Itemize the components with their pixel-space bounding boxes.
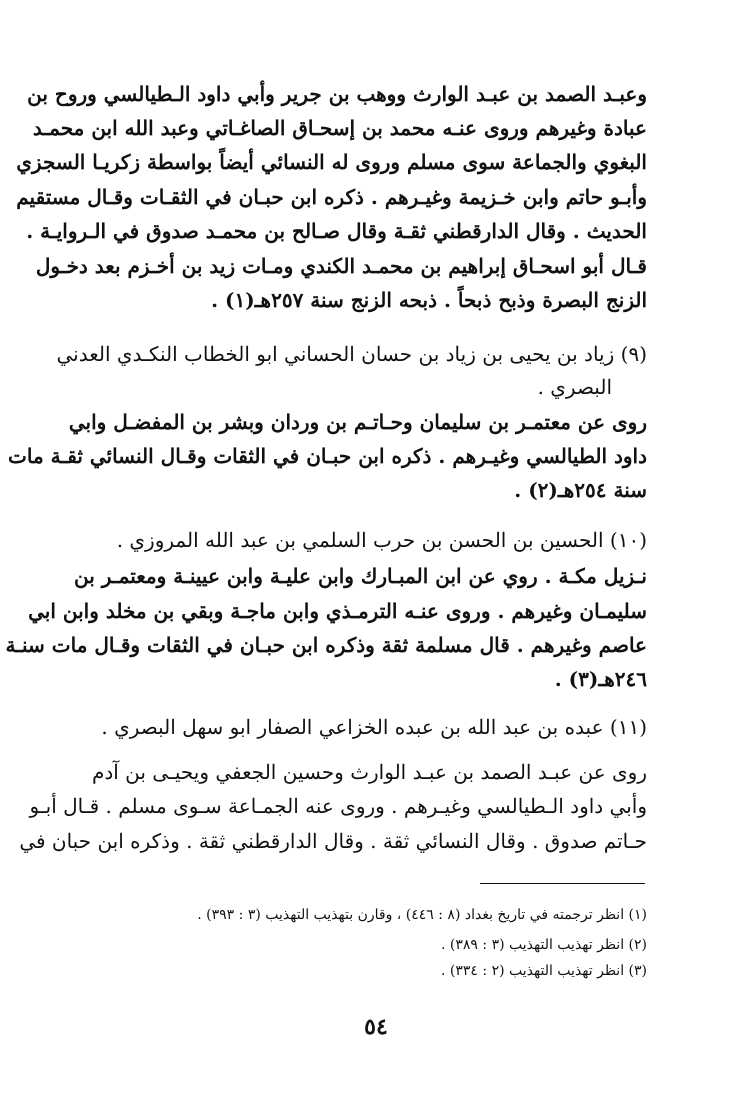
body-line: ٢٤٦هـ(٣) . xyxy=(554,667,647,691)
body-line: عاصم وغيرهم . قال مسلمة ثقة وذكره ابن حبـان في الثقات وقـال مات سنـة xyxy=(5,633,647,657)
body-line: وأبـو حاتم وابن خـزيمة وغيـرهم . ذكره ابن حبـان في الثقـات وقـال مستقيم xyxy=(16,185,647,209)
body-line: عبادة وغيرهم وروى عنـه محمد بن إسحـاق الصاغـاتي وعبد الله ابن محمـد xyxy=(32,116,647,140)
body-line: حـاتم صدوق . وقال النسائي ثقة . وقال الدارقطني ثقة . وذكره ابن حبان في xyxy=(19,829,647,853)
footnote: (١) انظر ترجمته في تاريخ بغداد (٨ : ٤٤٦) ، وقارن بتهذيب التهذيب (٣ : ٣٩٣) . xyxy=(197,907,647,923)
body-line: وأبي داود الـطيالسي وغيـرهم . وروى عنه الجمـاعة سـوى مسلم . قـال أبـو xyxy=(29,794,647,818)
footnote-separator xyxy=(480,883,645,884)
body-line: سليمـان وغيرهم . وروى عنـه الترمـذي وابن ماجـة وبقي بن مخلد وابن ابي xyxy=(28,599,647,623)
body-line: نـزيل مكـة . روي عن ابن المبـارك وابن عليـة وابن عيينـة ومعتمـر بن xyxy=(74,564,647,588)
body-line: الزنج البصرة وذبح ذبحاً . ذبحه الزنج سنة ٢٥٧هـ(١) . xyxy=(211,288,647,312)
entry-heading: (٩) زياد بن يحيى بن زياد بن حسان الحساني ابو الخطاب النكـدي العدني xyxy=(56,342,647,366)
body-line: وعبـد الصمد بن عبـد الوارث ووهب بن جرير وأبي داود الـطيالسي وروح بن xyxy=(27,82,647,106)
footnote: (٣) انظر تهذيب التهذيب (٢ : ٣٣٤) . xyxy=(441,963,647,979)
footnote: (٢) انظر تهذيب التهذيب (٣ : ٣٨٩) . xyxy=(441,937,647,953)
entry-heading: (١١) عبده بن عبد الله بن عبده الخزاعي الصفار ابو سهل البصري . xyxy=(101,715,647,739)
body-line: داود الطيالسي وغيـرهم . ذكره ابن حبـان في الثقات وقـال النسائي ثقـة مات xyxy=(8,444,647,468)
entry-heading: (١٠) الحسين بن الحسن بن حرب السلمي بن عبد الله المروزي . xyxy=(116,528,647,552)
body-line: الحديث . وقال الدارقطني ثقـة وقال صـالح بن محمـد صدوق في الـروايـة . xyxy=(26,219,647,243)
page-number: ٥٤ xyxy=(364,1014,388,1040)
body-line: قـال أبو اسحـاق إبراهيم بن محمـد الكندي ومـات زيد بن أخـزم بعد دخـول xyxy=(35,254,647,278)
body-line: روى عن معتمـر بن سليمان وحـاتـم بن وردان وبشر بن المفضـل وابي xyxy=(68,410,647,434)
body-line: روى عن عبـد الصمد بن عبـد الوارث وحسين الجعفي ويحيـى بن آدم xyxy=(91,760,647,784)
entry-heading-cont: البصري . xyxy=(537,375,612,399)
body-line: البغوي والجماعة سوى مسلم وروى له النسائي أيضاً بواسطة زكريـا السجزي xyxy=(16,150,647,174)
body-line: سنة ٢٥٤هـ(٢) . xyxy=(514,478,647,502)
